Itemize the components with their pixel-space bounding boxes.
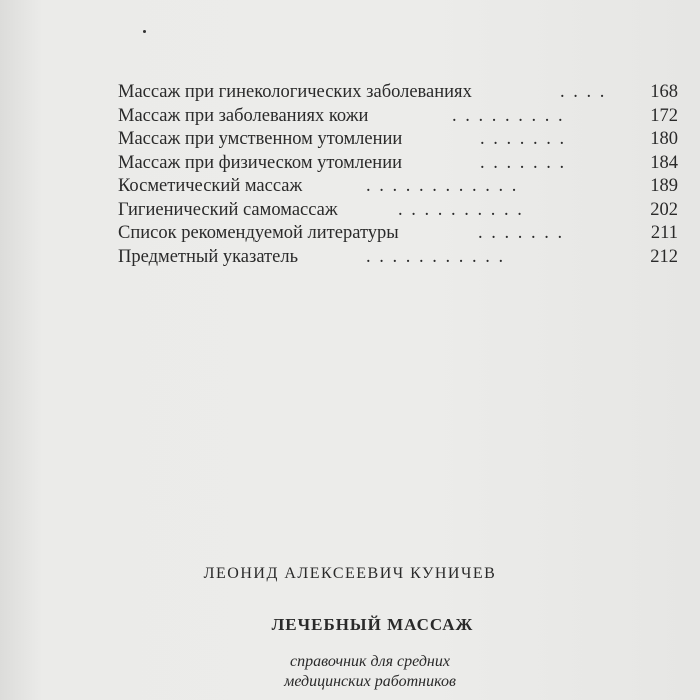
toc-entry-title: Гигиенический самомассаж bbox=[118, 199, 338, 220]
book-title: ЛЕЧЕБНЫЙ МАССАЖ bbox=[271, 615, 474, 634]
toc-entry-page: 211 bbox=[650, 223, 678, 243]
toc-entry bbox=[118, 222, 678, 246]
toc-entry-page: 189 bbox=[650, 176, 678, 196]
toc-entry-leader: . . . . . . . bbox=[480, 129, 567, 149]
toc-entry-leader: . . . . . . . . . . . bbox=[366, 246, 506, 267]
toc-entry bbox=[118, 175, 678, 199]
toc-entry bbox=[118, 105, 678, 129]
toc-entry-leader: . . . . bbox=[560, 82, 607, 102]
subtitle-line: медицинских работников bbox=[284, 673, 456, 690]
toc-entry-title: Список рекомендуемой литературы bbox=[118, 223, 399, 243]
toc-entry-title: Массаж при умственном утомлении bbox=[118, 129, 403, 149]
print-speck bbox=[143, 30, 146, 33]
toc-entry-leader: . . . . . . . . . . . . bbox=[366, 176, 519, 196]
toc-entry bbox=[118, 199, 678, 223]
toc-entry-leader: . . . . . . . . . bbox=[452, 105, 565, 126]
toc-entry bbox=[118, 128, 678, 152]
table-of-contents bbox=[118, 81, 678, 269]
subtitle-line: справочник для средних bbox=[290, 653, 450, 670]
toc-entry-page: 202 bbox=[650, 199, 678, 220]
toc-entry-page: 180 bbox=[650, 129, 678, 149]
book-subtitle bbox=[0, 652, 700, 692]
toc-entry-title: Массаж при физическом утомлении bbox=[118, 152, 403, 173]
toc-entry-title: Массаж при заболеваниях кожи bbox=[118, 105, 369, 126]
toc-entry-page: 212 bbox=[650, 246, 678, 267]
toc-entry bbox=[118, 152, 678, 176]
toc-entry-page: 168 bbox=[650, 82, 678, 102]
toc-entry-leader: . . . . . . . . . . bbox=[398, 199, 524, 220]
toc-entry-title: Косметический массаж bbox=[118, 176, 303, 196]
author-name: ЛЕОНИД АЛЕКСЕЕВИЧ КУНИЧЕВ bbox=[203, 565, 497, 582]
toc-entry-leader: . . . . . . . bbox=[480, 152, 567, 173]
toc-entry-page: 172 bbox=[650, 105, 678, 126]
toc-entry-leader: . . . . . . . bbox=[478, 223, 565, 243]
toc-entry-title: Массаж при гинекологических заболеваниях bbox=[118, 82, 472, 102]
toc-entry-page: 184 bbox=[650, 152, 678, 173]
toc-entry-title: Предметный указатель bbox=[118, 246, 299, 267]
toc-entry bbox=[118, 246, 678, 270]
toc-entry bbox=[118, 81, 678, 105]
